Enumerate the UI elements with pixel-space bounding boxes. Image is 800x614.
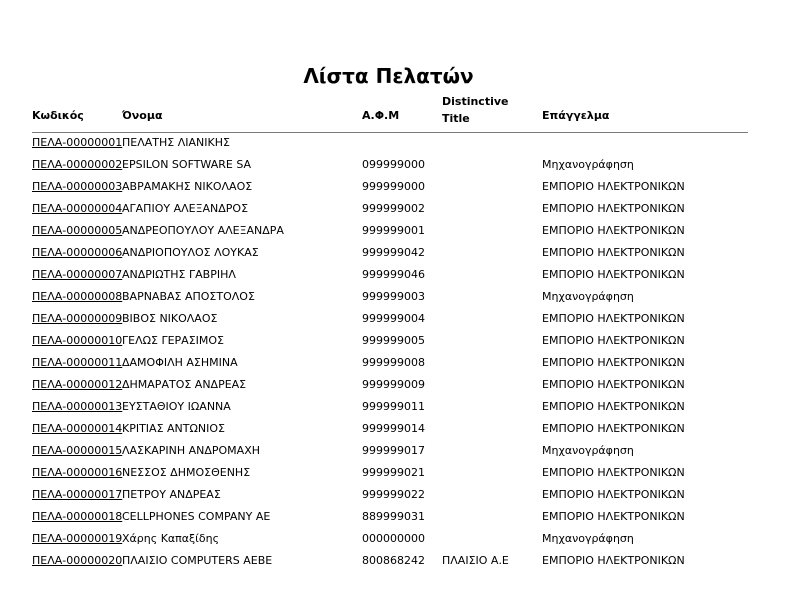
customer-code-link[interactable]: ΠΕΛΑ-00000005 (32, 224, 123, 237)
customer-profession: ΕΜΠΟΡΙΟ ΗΛΕΚΤΡΟΝΙΚΩΝ (542, 180, 685, 193)
customer-code-link[interactable]: ΠΕΛΑ-00000008 (32, 290, 123, 303)
table-row (32, 397, 748, 419)
customer-afm: 999999009 (362, 378, 425, 391)
table-row (32, 221, 748, 243)
customer-afm: 999999011 (362, 400, 425, 413)
customer-profession: ΕΜΠΟΡΙΟ ΗΛΕΚΤΡΟΝΙΚΩΝ (542, 488, 685, 501)
table-row (32, 133, 748, 155)
table-row (32, 199, 748, 221)
customer-name: ΓΕΛΩΣ ΓΕΡΑΣΙΜΟΣ (122, 334, 224, 347)
customer-profession: ΕΜΠΟΡΙΟ ΗΛΕΚΤΡΟΝΙΚΩΝ (542, 312, 685, 325)
customer-code-link[interactable]: ΠΕΛΑ-00000011 (32, 356, 123, 369)
customer-afm: 999999005 (362, 334, 425, 347)
customer-name: ΠΕΛΑΤΗΣ ΛΙΑΝΙΚΗΣ (122, 136, 230, 149)
customer-profession: ΕΜΠΟΡΙΟ ΗΛΕΚΤΡΟΝΙΚΩΝ (542, 378, 685, 391)
customer-name: ΑΝΔΡΕΟΠΟΥΛΟΥ ΑΛΕΞΑΝΔΡΑ (122, 224, 284, 237)
customer-name: CELLPHONES COMPANY AE (122, 510, 271, 523)
customer-code-link[interactable]: ΠΕΛΑ-00000016 (32, 466, 123, 479)
customer-name: ΚΡΙΤΙΑΣ ΑΝΤΩΝΙΟΣ (122, 422, 225, 435)
customer-code-link[interactable]: ΠΕΛΑ-00000013 (32, 400, 123, 413)
customer-afm: 999999017 (362, 444, 425, 457)
customer-name: ΑΝΔΡΙΩΤΗΣ ΓΑΒΡΙΗΛ (122, 268, 236, 281)
customer-name: EPSILON SOFTWARE SA (122, 158, 252, 171)
customer-code-link[interactable]: ΠΕΛΑ-00000018 (32, 510, 123, 523)
customer-code-link[interactable]: ΠΕΛΑ-00000001 (32, 136, 123, 149)
customer-code-link[interactable]: ΠΕΛΑ-00000019 (32, 532, 123, 545)
table-row (32, 243, 748, 265)
customer-profession: ΕΜΠΟΡΙΟ ΗΛΕΚΤΡΟΝΙΚΩΝ (542, 510, 685, 523)
table-row (32, 485, 748, 507)
table-row (32, 155, 748, 177)
customer-distinctive-title: ΠΛΑΙΣΙΟ Α.Ε (442, 554, 509, 567)
table-row (32, 177, 748, 199)
customer-name: ΠΕΤΡΟΥ ΑΝΔΡΕΑΣ (122, 488, 221, 501)
table-header (32, 93, 748, 133)
customer-code-link[interactable]: ΠΕΛΑ-00000017 (32, 488, 123, 501)
table-row (32, 507, 748, 529)
customer-afm: 999999021 (362, 466, 425, 479)
customer-afm: 099999000 (362, 158, 425, 171)
customer-code-link[interactable]: ΠΕΛΑ-00000002 (32, 158, 123, 171)
customer-profession: Μηχανογράφηση (542, 532, 634, 545)
customer-name: ΛΑΣΚΑΡΙΝΗ ΑΝΔΡΟΜΑΧΗ (122, 444, 261, 457)
customer-afm: 999999022 (362, 488, 425, 501)
customer-afm: 999999003 (362, 290, 425, 303)
customer-afm: 999999042 (362, 246, 425, 259)
table-row (32, 441, 748, 463)
customer-name: ΑΝΔΡΙΟΠΟΥΛΟΣ ΛΟΥΚΑΣ (122, 246, 259, 259)
table-row (32, 375, 748, 397)
customer-name: ΒΙΒΟΣ ΝΙΚΟΛΑΟΣ (122, 312, 218, 325)
customer-code-link[interactable]: ΠΕΛΑ-00000009 (32, 312, 123, 325)
customer-name: Χάρης Καπαξίδης (122, 532, 220, 545)
column-header-profession: Επάγγελμα (542, 109, 610, 122)
customer-afm: 999999000 (362, 180, 425, 193)
customer-name: ΠΛΑΙΣΙΟ COMPUTERS AEBE (122, 554, 273, 567)
customer-code-link[interactable]: ΠΕΛΑ-00000006 (32, 246, 123, 259)
customer-name: ΕΥΣΤΑΘΙΟΥ ΙΩΑΝΝΑ (122, 400, 231, 413)
table-row (32, 551, 748, 573)
customer-afm: 999999004 (362, 312, 425, 325)
page-title: Λίστα Πελατών (303, 64, 474, 88)
column-header-distinctive-title: Distinctive Title (442, 95, 509, 125)
table-row (32, 463, 748, 485)
customer-profession: ΕΜΠΟΡΙΟ ΗΛΕΚΤΡΟΝΙΚΩΝ (542, 356, 685, 369)
customer-profession: Μηχανογράφηση (542, 290, 634, 303)
column-header-code: Κωδικός (32, 109, 84, 122)
customer-table (32, 93, 748, 573)
customer-name: ΔΑΜΟΦΙΛΗ ΑΣΗΜΙΝΑ (122, 356, 238, 369)
table-row (32, 419, 748, 441)
customer-code-link[interactable]: ΠΕΛΑ-00000007 (32, 268, 123, 281)
customer-profession: ΕΜΠΟΡΙΟ ΗΛΕΚΤΡΟΝΙΚΩΝ (542, 466, 685, 479)
table-row (32, 529, 748, 551)
customer-afm: 999999014 (362, 422, 425, 435)
customer-code-link[interactable]: ΠΕΛΑ-00000020 (32, 554, 123, 567)
customer-code-link[interactable]: ΠΕΛΑ-00000010 (32, 334, 123, 347)
customer-afm: 999999001 (362, 224, 425, 237)
customer-afm: 800868242 (362, 554, 425, 567)
table-row (32, 287, 748, 309)
table-body (32, 133, 748, 573)
column-header-afm: Α.Φ.Μ (362, 109, 400, 122)
customer-afm: 999999046 (362, 268, 425, 281)
customer-profession: ΕΜΠΟΡΙΟ ΗΛΕΚΤΡΟΝΙΚΩΝ (542, 554, 685, 567)
customer-afm: 999999008 (362, 356, 425, 369)
column-header-name: Όνομα (122, 109, 163, 122)
customer-profession: ΕΜΠΟΡΙΟ ΗΛΕΚΤΡΟΝΙΚΩΝ (542, 334, 685, 347)
customer-code-link[interactable]: ΠΕΛΑ-00000004 (32, 202, 123, 215)
customer-name: ΑΓΑΠΙΟΥ ΑΛΕΞΑΝΔΡΟΣ (122, 202, 249, 215)
customer-profession: ΕΜΠΟΡΙΟ ΗΛΕΚΤΡΟΝΙΚΩΝ (542, 202, 685, 215)
customer-name: ΔΗΜΑΡΑΤΟΣ ΑΝΔΡΕΑΣ (122, 378, 247, 391)
customer-profession: ΕΜΠΟΡΙΟ ΗΛΕΚΤΡΟΝΙΚΩΝ (542, 268, 685, 281)
customer-code-link[interactable]: ΠΕΛΑ-00000015 (32, 444, 123, 457)
customer-profession: ΕΜΠΟΡΙΟ ΗΛΕΚΤΡΟΝΙΚΩΝ (542, 246, 685, 259)
table-row (32, 331, 748, 353)
customer-profession: ΕΜΠΟΡΙΟ ΗΛΕΚΤΡΟΝΙΚΩΝ (542, 400, 685, 413)
customer-profession: ΕΜΠΟΡΙΟ ΗΛΕΚΤΡΟΝΙΚΩΝ (542, 224, 685, 237)
table-row (32, 353, 748, 375)
customer-profession: ΕΜΠΟΡΙΟ ΗΛΕΚΤΡΟΝΙΚΩΝ (542, 422, 685, 435)
customer-profession: Μηχανογράφηση (542, 444, 634, 457)
customer-name: ΑΒΡΑΜΑΚΗΣ ΝΙΚΟΛΑΟΣ (122, 180, 253, 193)
customer-profession: Μηχανογράφηση (542, 158, 634, 171)
customer-name: ΝΕΣΣΟΣ ΔΗΜΟΣΘΕΝΗΣ (122, 466, 251, 479)
customer-code-link[interactable]: ΠΕΛΑ-00000003 (32, 180, 123, 193)
customer-afm: 889999031 (362, 510, 425, 523)
customer-code-link[interactable]: ΠΕΛΑ-00000012 (32, 378, 123, 391)
customer-afm: 999999002 (362, 202, 425, 215)
customer-name: ΒΑΡΝΑΒΑΣ ΑΠΟΣΤΟΛΟΣ (122, 290, 255, 303)
customer-afm: 000000000 (362, 532, 425, 545)
table-row (32, 265, 748, 287)
customer-code-link[interactable]: ΠΕΛΑ-00000014 (32, 422, 123, 435)
table-row (32, 309, 748, 331)
